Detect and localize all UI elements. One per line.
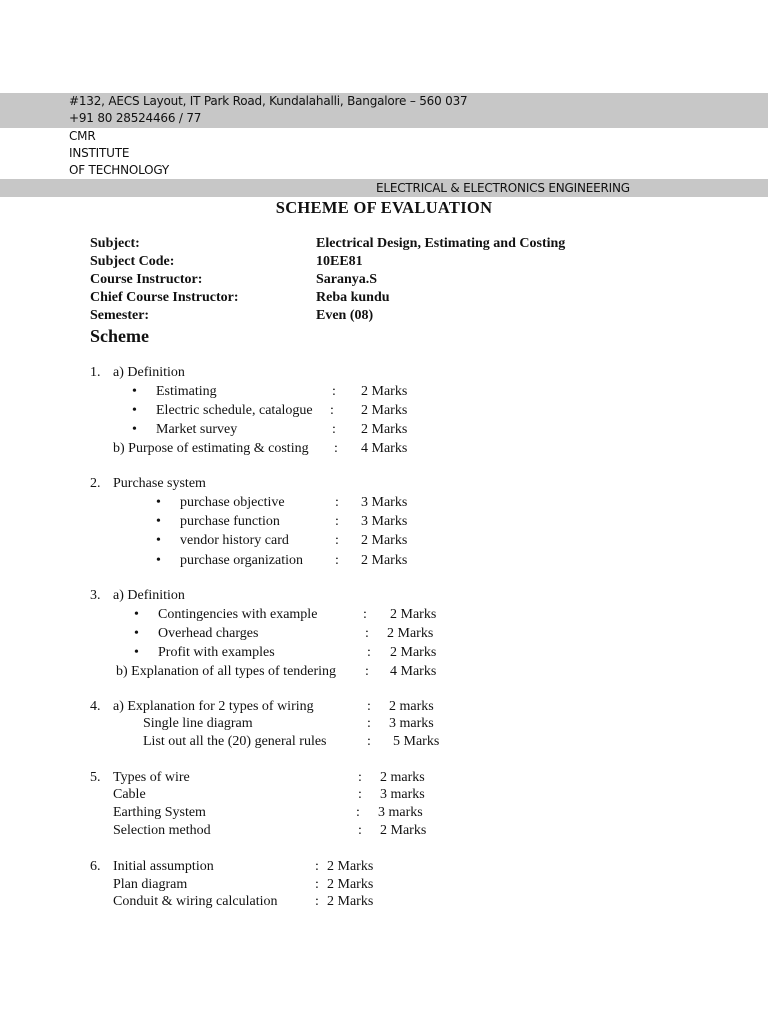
colon: : bbox=[358, 787, 362, 802]
q6-item-text: Initial assumption bbox=[113, 859, 214, 874]
colon: : bbox=[332, 422, 336, 437]
info-value-subject: Electrical Design, Estimating and Costing bbox=[316, 236, 566, 251]
q3-item-text: • Contingencies with example bbox=[158, 606, 317, 624]
colon: : bbox=[358, 823, 362, 838]
q4-item-marks: 2 marks bbox=[389, 699, 434, 714]
question-number: 1. bbox=[90, 365, 101, 380]
colon: : bbox=[367, 699, 371, 714]
q3-item-text: • Profit with examples bbox=[158, 644, 275, 662]
q6-item-text: Conduit & wiring calculation bbox=[113, 894, 278, 909]
q3-part-a: a) Definition bbox=[113, 588, 185, 603]
q6-item-marks: 2 Marks bbox=[327, 894, 374, 909]
q2-item-marks: 2 Marks bbox=[361, 533, 408, 548]
q4-item-text: a) Explanation for 2 types of wiring bbox=[113, 699, 314, 714]
q2-item-text: • purchase objective bbox=[180, 494, 285, 512]
header-address: #132, AECS Layout, IT Park Road, Kundalahalli, Bangalore – 560 037 bbox=[69, 94, 468, 108]
scheme-heading: Scheme bbox=[90, 326, 149, 346]
q4-item-text: List out all the (20) general rules bbox=[143, 734, 327, 749]
q5-item-marks: 3 marks bbox=[380, 787, 425, 802]
q5-item-text: Selection method bbox=[113, 823, 211, 838]
colon: : bbox=[367, 716, 371, 731]
question-number: 5. bbox=[90, 770, 101, 785]
question-number: 6. bbox=[90, 859, 101, 874]
colon: : bbox=[335, 553, 339, 568]
q2-item-text: • purchase organization bbox=[180, 552, 303, 570]
colon: : bbox=[363, 607, 367, 622]
q1-item-marks: 2 Marks bbox=[361, 403, 408, 418]
colon: : bbox=[334, 441, 338, 456]
q6-item-text: Plan diagram bbox=[113, 877, 188, 892]
header-phone: +91 80 28524466 / 77 bbox=[69, 111, 202, 125]
q2-item-text: • purchase function bbox=[180, 513, 280, 531]
info-label-semester: Semester: bbox=[90, 308, 150, 323]
q2-title: Purchase system bbox=[113, 476, 206, 491]
info-value-instructor: Saranya.S bbox=[316, 272, 378, 287]
q6-item-marks: 2 Marks bbox=[327, 859, 374, 874]
q1-part-a: a) Definition bbox=[113, 365, 185, 380]
q5-item-marks: 2 marks bbox=[380, 770, 425, 785]
q2-item-marks: 3 Marks bbox=[361, 495, 408, 510]
document-title: SCHEME OF EVALUATION bbox=[275, 198, 493, 217]
q5-item-text: Cable bbox=[113, 787, 146, 802]
q3-item-marks: 2 Marks bbox=[390, 645, 437, 660]
q5-item-marks: 3 marks bbox=[378, 805, 423, 820]
institute-line-1: CMR bbox=[69, 129, 96, 143]
q2-item-marks: 2 Marks bbox=[361, 553, 408, 568]
q1-part-b-marks: 4 Marks bbox=[361, 441, 408, 456]
question-number: 4. bbox=[90, 699, 101, 714]
question-number: 2. bbox=[90, 476, 101, 491]
colon: : bbox=[358, 770, 362, 785]
colon: : bbox=[332, 384, 336, 399]
info-value-semester: Even (08) bbox=[316, 308, 374, 323]
q1-item-text: • Electric schedule, catalogue bbox=[156, 402, 313, 420]
colon: : bbox=[335, 533, 339, 548]
info-label-subject: Subject: bbox=[90, 236, 140, 251]
colon: : bbox=[335, 514, 339, 529]
q5-item-text: Types of wire bbox=[113, 770, 190, 785]
q4-item-marks: 3 marks bbox=[389, 716, 434, 731]
q1-item-marks: 2 Marks bbox=[361, 384, 408, 399]
info-label-instructor: Course Instructor: bbox=[90, 272, 203, 287]
q3-item-text: • Overhead charges bbox=[158, 625, 258, 643]
question-number: 3. bbox=[90, 588, 101, 603]
colon: : bbox=[330, 403, 334, 418]
info-value-subject-code: 10EE81 bbox=[316, 254, 363, 269]
colon: : bbox=[365, 626, 369, 641]
q1-item-marks: 2 Marks bbox=[361, 422, 408, 437]
q2-item-marks: 3 Marks bbox=[361, 514, 408, 529]
institute-line-3: OF TECHNOLOGY bbox=[69, 163, 170, 177]
q2-item-text: • vendor history card bbox=[180, 532, 289, 550]
colon: : bbox=[365, 664, 369, 679]
colon: : bbox=[335, 495, 339, 510]
q1-item-text: • Market survey bbox=[156, 421, 237, 439]
q5-item-marks: 2 Marks bbox=[380, 823, 427, 838]
q5-item-text: Earthing System bbox=[113, 805, 206, 820]
colon: : bbox=[367, 734, 371, 749]
q6-item-marks: 2 Marks bbox=[327, 877, 374, 892]
colon: : bbox=[367, 645, 371, 660]
info-label-subject-code: Subject Code: bbox=[90, 254, 175, 269]
institute-line-2: INSTITUTE bbox=[69, 146, 130, 160]
department-name: ELECTRICAL & ELECTRONICS ENGINEERING bbox=[376, 181, 630, 195]
q4-item-marks: 5 Marks bbox=[393, 734, 440, 749]
q3-item-marks: 2 Marks bbox=[387, 626, 434, 641]
q1-part-b: b) Purpose of estimating & costing bbox=[113, 441, 309, 456]
q1-item-text: • Estimating bbox=[156, 383, 217, 401]
q3-part-b: b) Explanation of all types of tendering bbox=[116, 664, 337, 679]
colon: : bbox=[315, 894, 319, 909]
colon: : bbox=[356, 805, 360, 820]
info-value-chief-instructor: Reba kundu bbox=[316, 290, 390, 305]
colon: : bbox=[315, 877, 319, 892]
q4-item-text: Single line diagram bbox=[143, 716, 253, 731]
q3-item-marks: 2 Marks bbox=[390, 607, 437, 622]
colon: : bbox=[315, 859, 319, 874]
q3-part-b-marks: 4 Marks bbox=[390, 664, 437, 679]
info-label-chief-instructor: Chief Course Instructor: bbox=[90, 290, 239, 305]
